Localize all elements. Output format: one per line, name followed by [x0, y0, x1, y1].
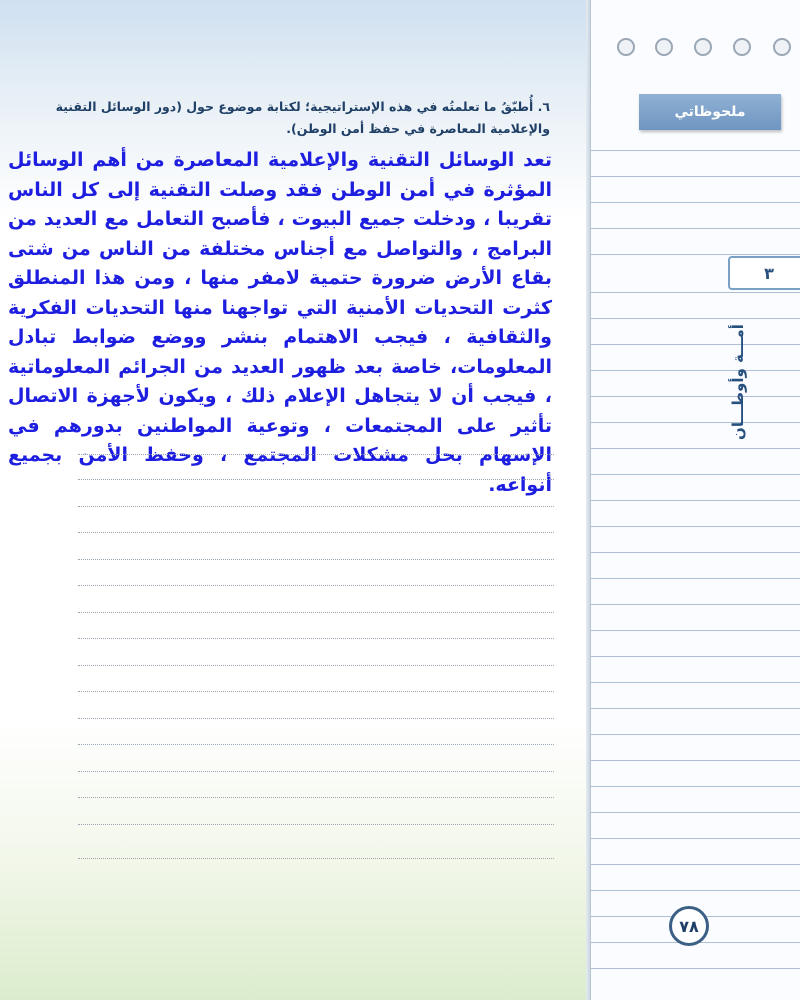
notebook-line	[591, 254, 800, 255]
notebook-line	[591, 396, 800, 397]
writing-line	[78, 532, 554, 533]
notebook-line	[591, 630, 800, 631]
notebook-line	[591, 344, 800, 345]
notebook-line	[591, 552, 800, 553]
notebook-line	[591, 474, 800, 475]
notebook-line	[591, 318, 800, 319]
notebook-line	[591, 578, 800, 579]
notebook-line	[591, 682, 800, 683]
notebook-line	[591, 708, 800, 709]
writing-line	[78, 454, 554, 455]
notebook-line	[591, 150, 800, 151]
binder-ring-icon	[773, 38, 791, 56]
notebook-line	[591, 656, 800, 657]
notebook-line	[591, 526, 800, 527]
notebook-line	[591, 760, 800, 761]
notes-sidebar	[590, 0, 800, 1000]
notebook-line	[591, 292, 800, 293]
notebook-line	[591, 968, 800, 969]
notebook-line	[591, 500, 800, 501]
writing-line	[78, 691, 554, 692]
writing-line	[78, 824, 554, 825]
notebook-line	[591, 604, 800, 605]
writing-line	[78, 797, 554, 798]
writing-line	[78, 612, 554, 613]
unit-title-vertical	[721, 312, 755, 452]
answer-text: تعد الوسائل التقنية والإعلامية المعاصرة من أهم الوسائل المؤثرة في أمن الوطن فقد وصلت التقنية إلى كل الناس تقريبا ، ودخلت جميع البيوت ، فأصبح التعامل مع العديد من البرامج ، والتواصل مع أجناس مختلفة من الناس من شتى بقاع الأرض ضرورة حتمية لامفر منها ، ومن هذا المنطلق كثرت التحديات الأمنية التي تواجهنا منها التحديات الفكرية والثقافية ، فيجب الاهتمام بنشر ووضع ضوابط تبادل المعلومات، خاصة بعد ظهور العديد من الجرائم المعلوماتية ، فيجب أن لا يتجاهل الإعلام ذلك ، ويكون لأجهزة الاتصال تأثير على المجتمعات ، وتوعية المواطنين بدورهم في الإسهام بحل مشكلات المجتمع ، وحفظ الأمن بجميع أنواعه.	[8, 149, 552, 496]
writing-line	[78, 559, 554, 560]
page-number: ٧٨	[669, 906, 709, 946]
unit-title-text: أمـــة وأوطـــان	[729, 324, 747, 440]
question-prompt: ٦. أُطبّقُ ما تعلمتُه في هذه الإستراتيجية؛ لكتابة موضوع حول (دور الوسائل التقنية والإعلامية المعاصرة في حفظ أمن الوطن).	[55, 99, 550, 136]
binder-ring-icon	[617, 38, 635, 56]
notebook-line	[591, 786, 800, 787]
writing-line	[78, 638, 554, 639]
writing-line	[78, 718, 554, 719]
writing-line	[78, 585, 554, 586]
notebook-line	[591, 838, 800, 839]
notebook-line	[591, 422, 800, 423]
binder-ring-icon	[694, 38, 712, 56]
notebook-line	[591, 228, 800, 229]
notebook-line	[591, 370, 800, 371]
notebook-line	[591, 734, 800, 735]
writing-line	[78, 771, 554, 772]
notes-heading: ملحوظاتي	[639, 94, 781, 130]
notebook-line	[591, 202, 800, 203]
notebook-line	[591, 176, 800, 177]
notebook-line	[591, 812, 800, 813]
binder-ring-icon	[733, 38, 751, 56]
notebook-line	[591, 890, 800, 891]
notebook-line	[591, 448, 800, 449]
chapter-number-tab: ٣	[728, 256, 800, 290]
writing-line	[78, 858, 554, 859]
writing-line	[78, 665, 554, 666]
writing-line	[78, 506, 554, 507]
binder-ring-icon	[655, 38, 673, 56]
writing-line	[78, 479, 554, 480]
writing-line	[78, 744, 554, 745]
notebook-line	[591, 864, 800, 865]
